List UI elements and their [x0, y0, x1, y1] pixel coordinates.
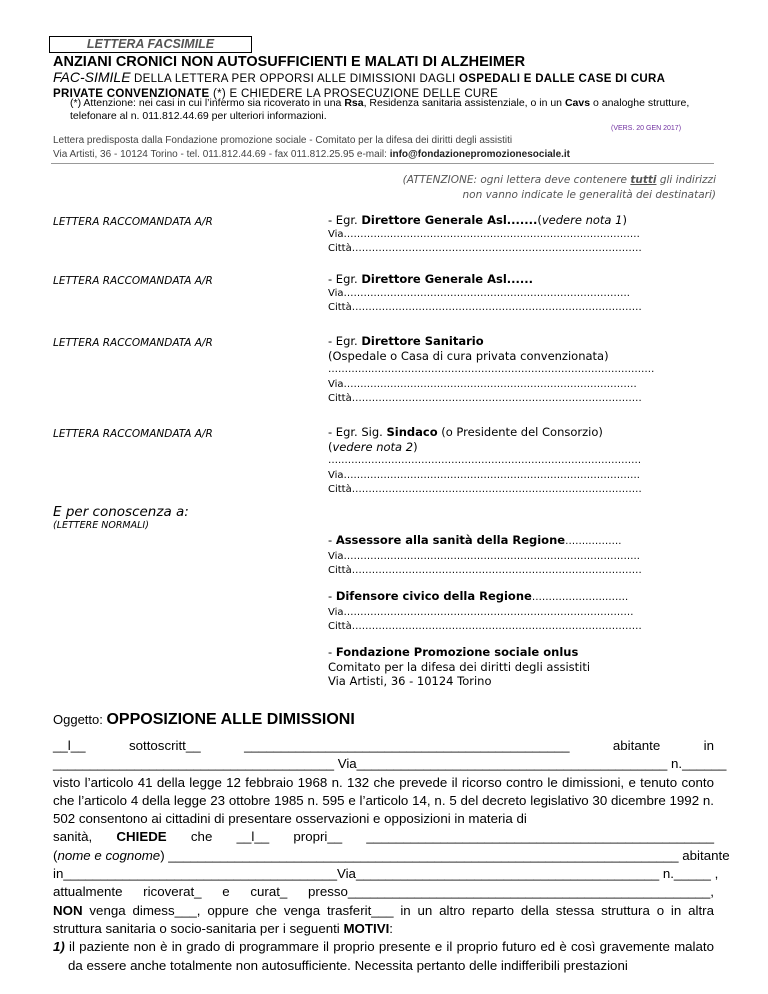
recipient-city: Città…………………………………………………………………………… [328, 393, 642, 404]
version-label: (VERS. 20 GEN 2017) [611, 125, 682, 132]
subtitle-bold: OSPEDALI E DALLE CASE DI CURA PRIVATE CONVENZIONATE [53, 73, 665, 100]
subtitle-text: DELLA LETTERA PER OPPORSI ALLE DIMISSIONI DAGLI [130, 73, 460, 85]
subtitle-fac-simile: FAC-SIMILE [53, 69, 131, 85]
header-divider [51, 163, 714, 164]
cc-recipient-block [328, 533, 668, 579]
recipient-block [328, 334, 668, 407]
recipient-name: - Egr. Direttore Generale Asl.......(vedere nota 1) [328, 213, 627, 227]
subtitle-end: (*) E CHIEDERE LA PROSECUZIONE DELLE CURE [209, 88, 499, 100]
note-text-c: o analoghe strutture, telefonare al n. 011.812.44.69 per ulteriori informazioni. [70, 97, 690, 122]
foundation-email-link[interactable]: info@fondazionepromozionesociale.it [389, 149, 571, 160]
address-note-line-1: (ATTENZIONE: ogni lettera deve contenere tutti gli indirizzi [402, 174, 716, 186]
cc-recipient-name: - Difensore civico della Regione………………….……. [328, 589, 629, 603]
recipient-name: - Egr. Sig. Sindaco (o Presidente del Consorzio) [328, 425, 603, 439]
cc-recipient-block [328, 645, 668, 689]
body-line-name: (nome e cognome) _____________________________________________________________________ abitante [53, 847, 730, 863]
recipient-dots: …………..………………………………………………………………………… [328, 364, 655, 375]
recipient-detail: (Ospedale o Casa di cura privata convenzionata) [328, 348, 609, 363]
attention-note [70, 97, 710, 122]
recipient-street: Via…………..………………………………………………………………… [328, 228, 640, 240]
body-line-hospital: attualmente ricoverat_ e curat_ presso_________________________________________________, [53, 884, 714, 900]
recipient-street: Via….…………………………………………………………………………. [328, 469, 640, 481]
foundation-line-1: Lettera predisposta dalla Fondazione promozione sociale - Comitato per la difesa dei diritti degli assistiti [53, 135, 513, 146]
recipient-name: - Egr. Direttore Sanitario [328, 334, 484, 348]
body-line-request: sanità, CHIEDE che __l__ propri__ _______________________________________________ [53, 829, 714, 845]
motivo-1: 1) il paziente non è in grado di programmare il proprio presente e il proprio futuro ed è così gravemente malato da essere anche totalmente non autosufficiente. Necessita pertanto delle indifferibili prestazioni [53, 939, 714, 973]
cc-recipient-city: Città…………………………………………………………………………… [328, 565, 642, 576]
recipient-dots: ….……………………………………………………………………………… [328, 455, 642, 466]
note-text-b: , Residenza sanitaria assistenziale, o in un [363, 97, 565, 109]
recipient-detail: (vedere nota 2) [328, 439, 418, 454]
address-note-line-2: non vanno indicate le generalità dei destinatari) [462, 189, 716, 201]
recipient-name: - Egr. Direttore Generale Asl...... [328, 272, 533, 286]
registered-letter-label: LETTERA RACCOMANDATA A/R [53, 275, 213, 287]
cc-recipient-name: - Fondazione Promozione sociale onlus [328, 645, 579, 659]
cc-recipient-block [328, 589, 668, 635]
recipient-street: Via……….…………………………………………………………………. [328, 287, 630, 299]
document-title: ANZIANI CRONICI NON AUTOSUFFICIENTI E MALATI DI ALZHEIMER [53, 54, 526, 70]
recipient-block [328, 272, 668, 316]
address-note [403, 173, 716, 203]
cc-recipient-address: Via Artisti, 36 - 10124 Torino [328, 674, 492, 688]
registered-letter-label: LETTERA RACCOMANDATA A/R [53, 216, 213, 228]
body-paragraph-legal: visto l’articolo 41 della legge 12 febbraio 1968 n. 132 che prevede il ricorso contro le dimissioni, e tenuto conto che l’articolo 4 della legge 23 ottobre 1985 n. 595 e l’articolo 14, n. 5 del decreto legislativo 30 dicembre 1992 n. 502 consentono ai cittadini di presentare osservazioni e opposizioni in materia di [53, 774, 714, 827]
recipient-block [328, 425, 668, 498]
body-paragraph-request: NON venga dimess___, oppure che venga trasferit___ in un altro reparto della stessa struttura o in altra struttura sanitaria o socio-sanitaria per i seguenti MOTIVI: [53, 902, 714, 936]
cc-recipient-street: Via…………………………………………………………………………… [328, 606, 634, 618]
body-line-2: ______________________________________ Via__________________________________________ n.______ [53, 756, 727, 772]
foundation-line-2 [53, 148, 570, 162]
body-line-address: in_____________________________________Via_________________________________________ n._____ , [53, 866, 719, 882]
subject-title: OPPOSIZIONE ALLE DIMISSIONI [106, 711, 355, 728]
note-cavs: Cavs [564, 97, 591, 109]
recipient-city: Città…………………………………………………………………………… [328, 243, 642, 254]
recipient-city: Città…………………………………………………………………………… [328, 484, 642, 495]
note-text-a: (*) Attenzione: nei casi in cui l’infermo sia ricoverato in una [70, 97, 345, 109]
cc-subheading: (LETTERE NORMALI) [53, 520, 149, 531]
recipient-city: Città…………………………………………………………………………… [328, 302, 642, 313]
cc-recipient-name: - Assessore alla sanità della Regione…….………. [328, 533, 622, 547]
letter-body [53, 737, 730, 975]
cc-recipient-detail: Comitato per la difesa dei diritti degli assistiti [328, 659, 591, 674]
recipient-street: Via…….……………………………………………………………………… [328, 378, 637, 390]
foundation-info [53, 134, 570, 162]
subject-label: Oggetto: [53, 712, 107, 727]
foundation-contacts: Via Artisti, 36 - 10124 Torino - tel. 011.812.44.69 - fax 011.812.25.95 e-mail: [53, 149, 390, 160]
registered-letter-label: LETTERA RACCOMANDATA A/R [53, 337, 213, 349]
cc-recipient-street: Via…………………………………………………………………………….. [328, 550, 640, 562]
subject-line [53, 711, 355, 729]
cc-heading: E per conoscenza a: [53, 504, 189, 520]
recipient-block [328, 213, 668, 257]
cc-recipient-city: Città…………………………………………………………………………… [328, 621, 642, 632]
registered-letter-label: LETTERA RACCOMANDATA A/R [53, 428, 213, 440]
note-rsa: Rsa [344, 97, 364, 109]
body-line-1: __l__ sottoscritt__ ____________________________________________ abitante in [53, 738, 714, 753]
facsimile-label: LETTERA FACSIMILE [49, 36, 252, 53]
